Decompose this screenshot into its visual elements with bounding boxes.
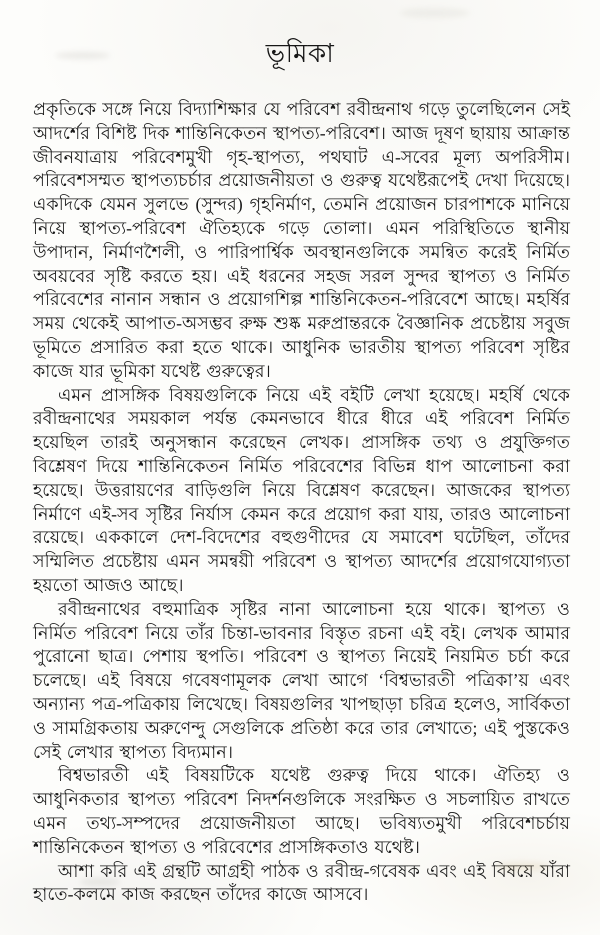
paragraph-1: প্রকৃতিকে সঙ্গে নিয়ে বিদ্যাশিক্ষার যে পরিবেশ রবীন্দ্রনাথ গড়ে তুলেছিলেন সেই আদর্শের বিশিষ্ট দিক শান্তিনিকেতন স্থাপত্য-পরিবেশ। আজ দূষণ ছায়ায় আক্রান্ত জীবনযাত্রায় পরিবেশমুখী গৃহ-স্থাপত্য, পথঘাট এ-সবের মূল্য অপরিসীম। পরিবেশসম্মত স্থাপত্যচর্চার প্রয়োজনীয়তা ও গুরুত্ব যথেষ্টরূপেই দেখা দিয়েছে। একদিকে যেমন সুলভে (সুন্দর) গৃহনির্মাণ, তেমনি প্রয়োজন চারপাশকে মানিয়ে নিয়ে স্থাপত্য-পরিবেশ ঐতিহ্যকে গড়ে তোলা। এমন পরিস্থিতিতে স্থানীয় উপাদান, নির্মাণশৈলী, ও পারিপার্শ্বিক অবস্থানগুলিকে সমন্বিত করেই নির্মিত অবয়বের সৃষ্টি করতে হয়। এই ধরনের সহজ সরল সুন্দর স্থাপত্য ও নির্মিত পরিবেশের নানান সন্ধান ও প্রয়োগশিল্প শান্তিনিকেতন-পরিবেশে আছে। মহর্ষির সময় থেকেই আপাত-অসম্ভব রুক্ষ শুষ্ক মরুপ্রান্তরকে বৈজ্ঞানিক প্রচেষ্টায় সবুজ ভূমিতে প্রসারিত করা হতে থাকে। আধুনিক ভারতীয় স্থাপত্য পরিবেশ সৃষ্টির কাজে যার ভূমিকা যথেষ্ট গুরুত্বের। [33, 99, 570, 381]
paragraph-5: আশা করি এই গ্রন্থটি আগ্রহী পাঠক ও রবীন্দ্র-গবেষক এবং এই বিষয়ে যাঁরা হাতে-কলমে কাজ করছেন তাঁদের কাজে আসবে। [33, 860, 570, 905]
page-title: ভূমিকা [265, 39, 335, 68]
paragraph-4: বিশ্বভারতী এই বিষয়টিকে যথেষ্ট গুরুত্ব দিয়ে থাকে। ঐতিহ্য ও আধুনিকতার স্থাপত্য পরিবেশ নিদর্শনগুলিকে সংরক্ষিত ও সচলায়িত রাখতে এমন তথ্য-সম্পদের প্রয়োজনীয়তা আছে। ভবিষ্যতমুখী পরিবেশচর্চায় শান্তিনিকেতন স্থাপত্য ও পরিবেশের প্রাসঙ্গিকতাও যথেষ্ট। [33, 765, 570, 857]
page-body [33, 98, 570, 907]
paragraph-2: এমন প্রাসঙ্গিক বিষয়গুলিকে নিয়ে এই বইটি লেখা হয়েছে। মহর্ষি থেকে রবীন্দ্রনাথের সময়কাল পর্যন্ত কেমনভাবে ধীরে ধীরে এই পরিবেশ নির্মিত হয়েছিল তারই অনুসন্ধান করেছেন লেখক। প্রাসঙ্গিক তথ্য ও প্রযুক্তিগত বিশ্লেষণ দিয়ে শান্তিনিকেতন নির্মিত পরিবেশের বিভিন্ন ধাপ আলোচনা করা হয়েছে। উত্তরায়ণের বাড়িগুলি নিয়ে বিশ্লেষণ করেছেন। আজকের স্থাপত্য নির্মাণে এই-সব সৃষ্টির নির্যাস কেমন করে প্রয়োগ করা যায়, তারও আলোচনা রয়েছে। এককালে দেশ-বিদেশের বহুগুণীদের যে সমাবেশ ঘটেছিল, তাঁদের সম্মিলিত প্রচেষ্টায় এমন সমন্বয়ী পরিবেশ ও স্থাপত্য আদর্শের প্রয়োগযোগ্যতা হয়তো আজও আছে। [33, 384, 570, 595]
paragraph-3: রবীন্দ্রনাথের বহুমাত্রিক সৃষ্টির নানা আলোচনা হয়ে থাকে। স্থাপত্য ও নির্মিত পরিবেশ নিয়ে তাঁর চিন্তা-ভাবনার বিস্তৃত রচনা এই বই। লেখক আমার পুরোনো ছাত্র। পেশায় স্থপতি। পরিবেশ ও স্থাপত্য নিয়েই নিয়মিত চর্চা করে চলেছে। এই বিষয়ে গবেষণামূলক লেখা আগে ‘বিশ্বভারতী পত্রিকা’য় এবং অন্যান্য পত্র-পত্রিকায় লিখেছে। বিষয়গুলির খাপছাড়া চরিত্র হলেও, সার্বিকতা ও সামগ্রিকতায় অরুণেন্দু সেগুলিকে প্রতিষ্ঠা করে তার লেখাতে; এই পুস্তকেও সেই লেখার স্থাপত্য বিদ্যমান। [33, 598, 570, 762]
